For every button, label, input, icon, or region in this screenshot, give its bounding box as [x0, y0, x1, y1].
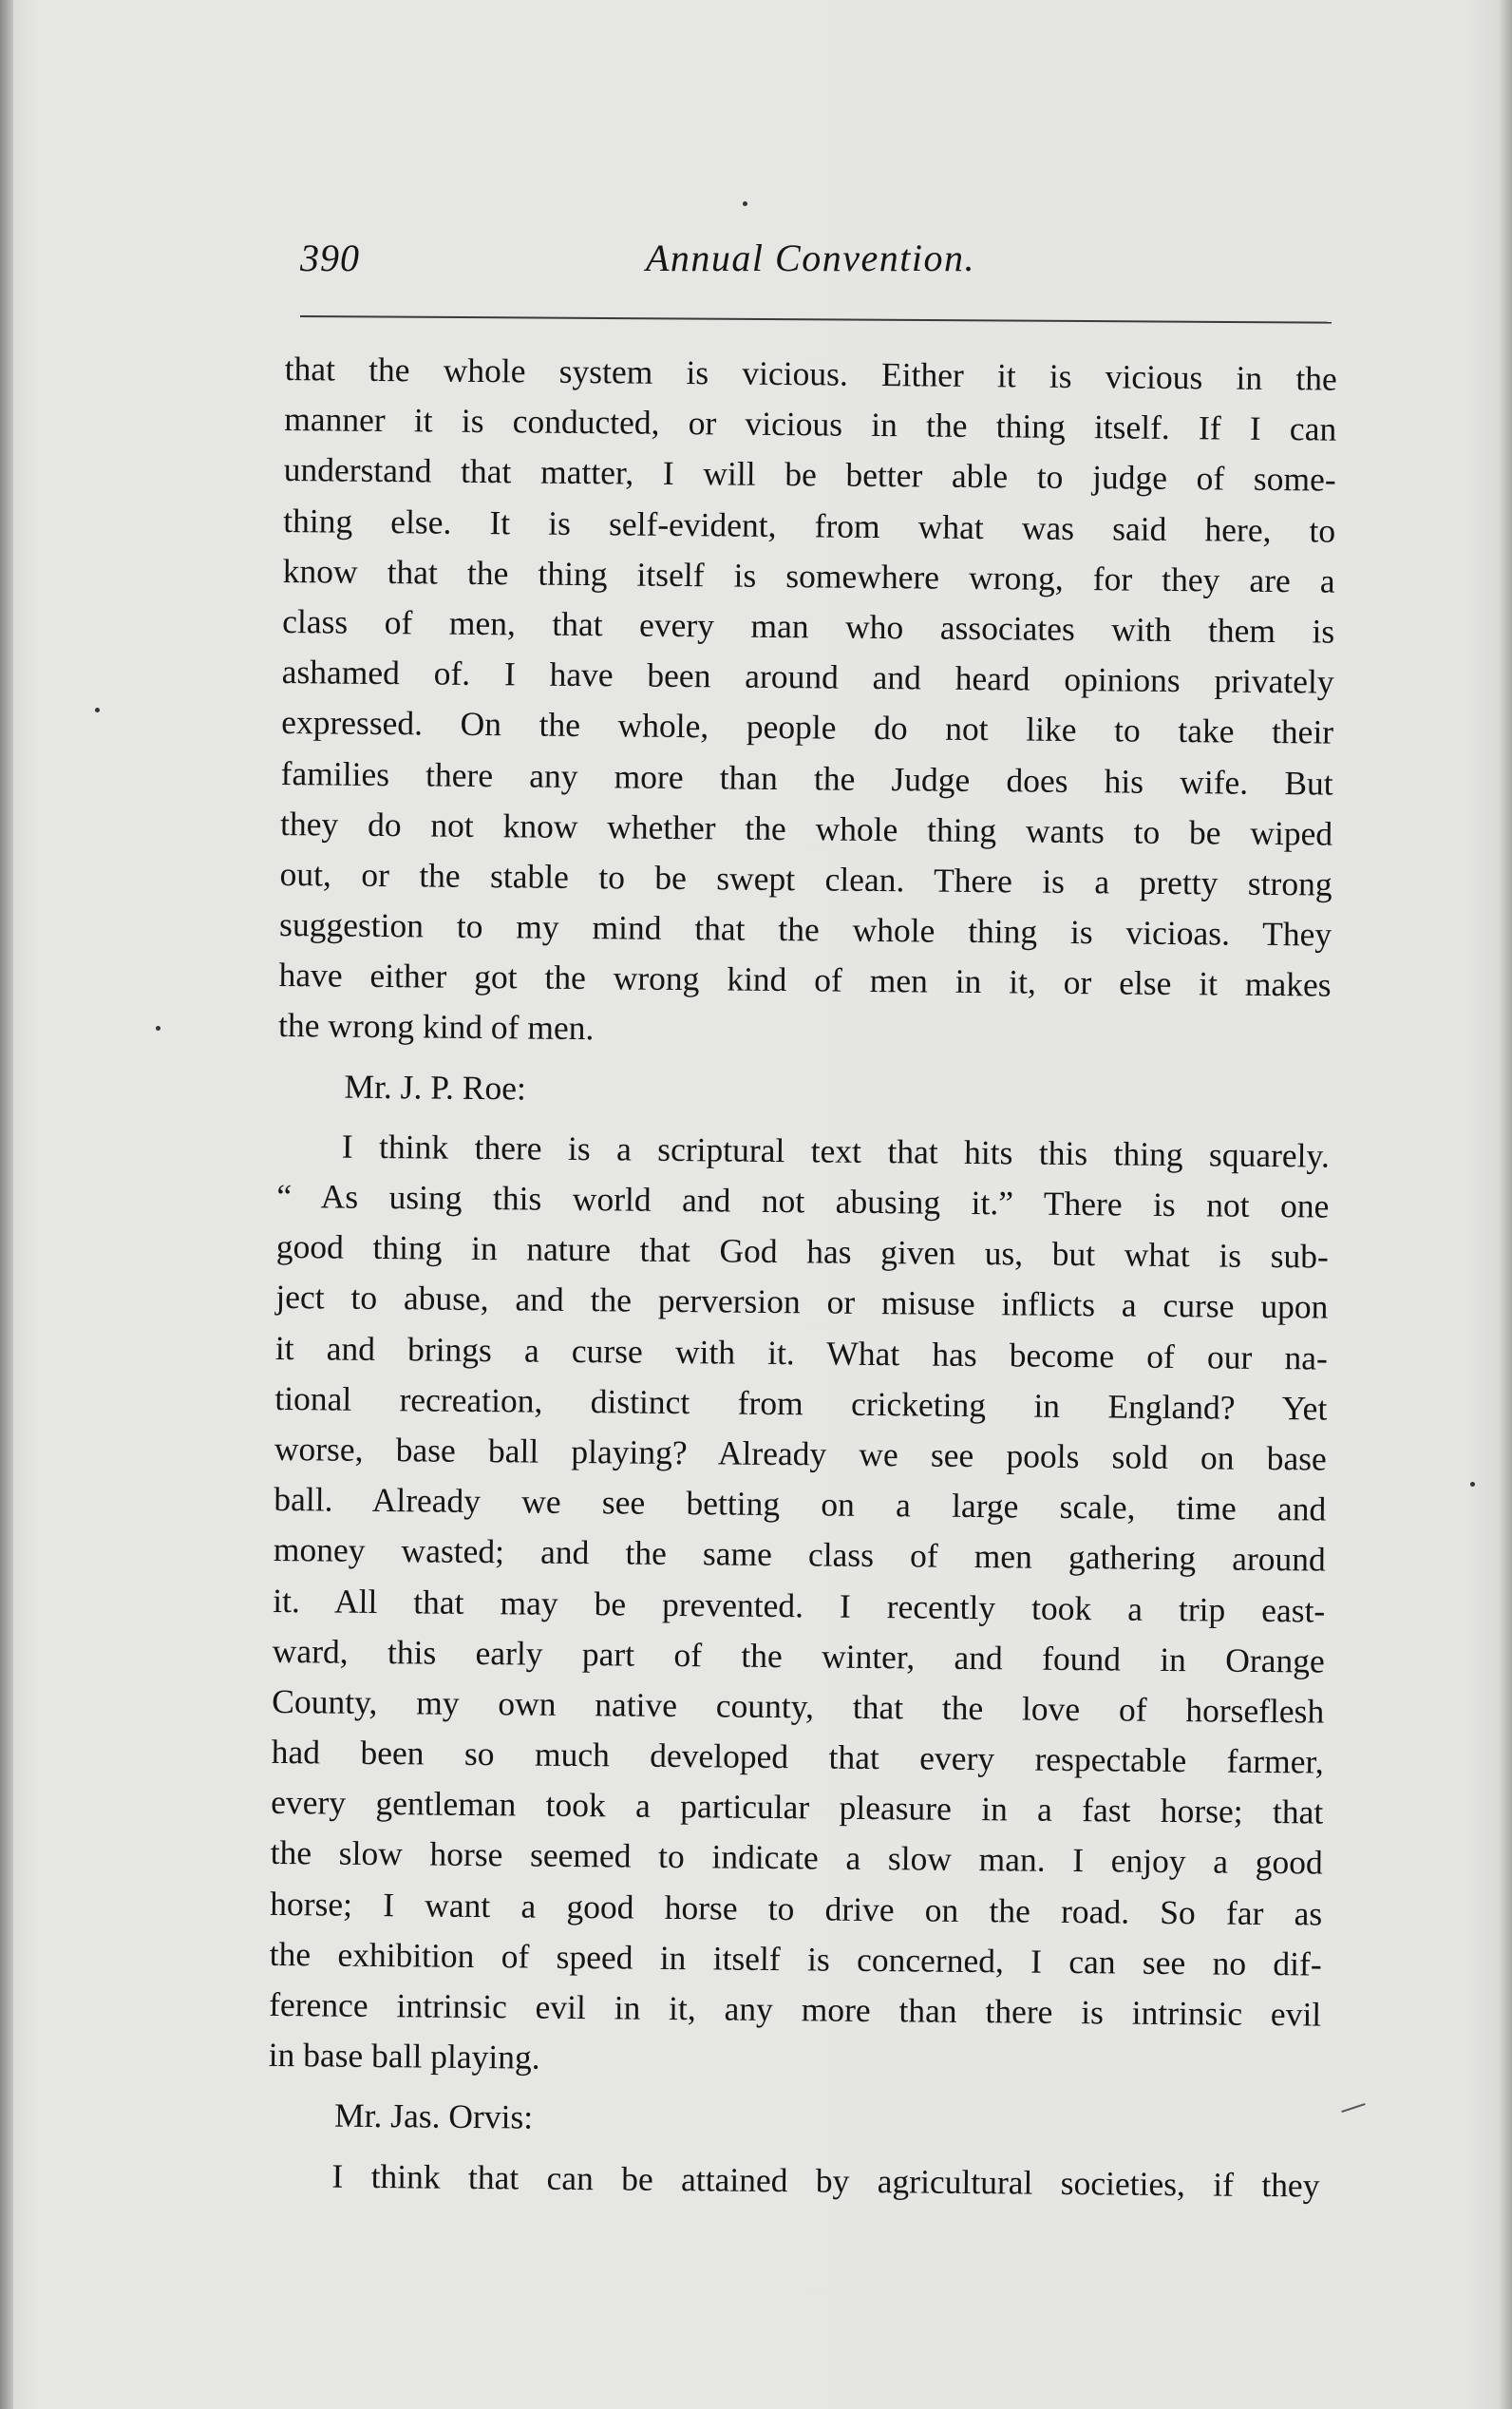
paragraph-2 — [268, 1121, 1330, 2091]
header-rule — [300, 315, 1332, 324]
text-line: good thing in nature that God has given us, but what is sub- — [275, 1227, 1330, 1276]
text-line: that the whole system is vicious. Either it is vicious in the — [284, 349, 1337, 398]
page-number: 390 — [300, 237, 360, 279]
text-line: thing else. It is self-evident, from what was said here, to — [283, 501, 1336, 550]
speaker-label: Mr. J. P. Roe: — [344, 1067, 527, 1108]
text-line: they do not know whether the whole thing wants to be wiped — [279, 804, 1333, 853]
paragraph-1 — [278, 344, 1337, 1061]
text-line: I think there is a scriptural text that hits this thing squarely. — [341, 1127, 1331, 1175]
text-line: know that the thing itself is somewhere wrong, for they are a — [282, 551, 1335, 600]
dust-speck — [1470, 1482, 1475, 1487]
text-line: money wasted; and the same class of men gathering around — [273, 1530, 1326, 1579]
page-edge — [1499, 0, 1512, 2409]
page-header — [300, 236, 1330, 293]
text-line: “ As using this world and not abusing it.” There is not one — [276, 1176, 1330, 1225]
text-line: suggestion to my mind that the whole thing is vicioas. They — [278, 905, 1332, 954]
text-line: ject to abuse, and the perversion or misuse inflicts a curse upon — [275, 1278, 1329, 1326]
text-line: the wrong kind of men. — [277, 1006, 595, 1048]
dust-speck — [156, 1026, 161, 1031]
text-line: understand that matter, I will be better able to judge of some- — [283, 450, 1336, 500]
text-line: manner it is conducted, or vicious in the thing itself. If I can — [284, 400, 1337, 448]
text-line: out, or the stable to be swept clean. There is a pretty strong — [279, 854, 1332, 903]
text-line: worse, base ball playing? Already we see pools sold on base — [274, 1429, 1327, 1478]
text-line: ference intrinsic evil in it, any more than there is intrinsic evil — [269, 1984, 1322, 2034]
text-line: ball. Already we see betting on a large scale, time and — [274, 1480, 1327, 1528]
text-line: every gentleman took a particular pleasure in a fast horse; that — [271, 1783, 1324, 1831]
text-line: tional recreation, distinct from cricketing in England? Yet — [274, 1378, 1328, 1428]
text-line: class of men, that every man who associates with them is — [282, 601, 1335, 651]
speaker-label: Mr. Jas. Orvis: — [333, 2096, 534, 2136]
running-head: Annual Convention. — [646, 237, 975, 279]
text-line: in base ball playing. — [268, 2036, 540, 2077]
text-line: expressed. On the whole, people do not like to take their — [280, 703, 1334, 751]
text-line: I think that can be attained by agricultural societies, if they — [331, 2156, 1320, 2205]
text-line: County, my own native county, that the love of horseflesh — [272, 1681, 1325, 1731]
text-line: the slow horse seemed to indicate a slow man. I enjoy a good — [270, 1833, 1323, 1882]
text-line: have either got the wrong kind of men in it, or else it makes — [278, 956, 1332, 1004]
paragraph-3 — [267, 2150, 1319, 2210]
text-line: ashamed of. I have been around and heard opinions privately — [281, 653, 1334, 701]
dust-speck — [743, 201, 747, 206]
margin-mark — [1341, 2103, 1365, 2113]
dust-speck — [95, 708, 100, 712]
text-line: the exhibition of speed in itself is concerned, I can see no dif- — [269, 1934, 1322, 1983]
text-line: ward, this early part of the winter, and found in Orange — [272, 1631, 1325, 1680]
binding-gutter — [0, 0, 13, 2409]
text-line: families there any more than the Judge does his wife. But — [280, 753, 1333, 803]
text-line: it. All that may be prevented. I recently took a trip east- — [273, 1581, 1326, 1630]
text-line: it and brings a curse with it. What has become of our na- — [274, 1328, 1328, 1377]
body-text — [267, 344, 1337, 2210]
text-line: had been so much developed that every respectable farmer, — [271, 1732, 1324, 1781]
text-line: horse; I want a good horse to drive on the road. So far as — [270, 1884, 1323, 1933]
